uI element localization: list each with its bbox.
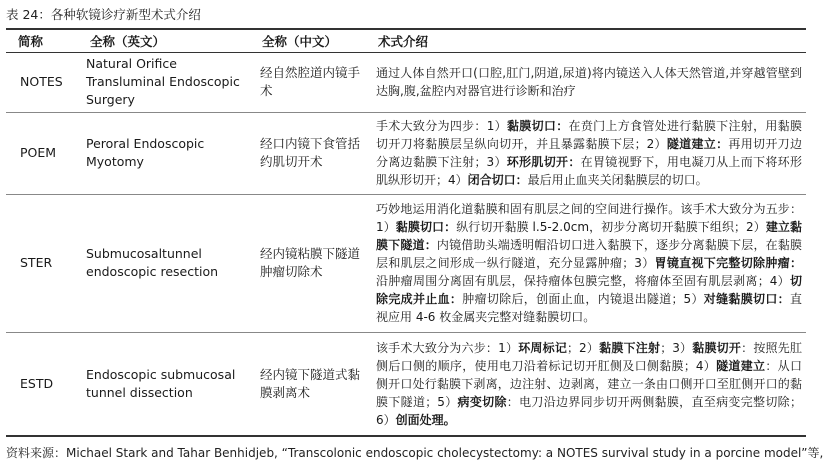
description-text: 该手术大致分为六步：1）	[376, 340, 519, 355]
step-title: 建立黏膜下隧道：	[376, 220, 802, 252]
table-caption: 表 24：各种软镜诊疗新型术式介绍	[6, 7, 201, 22]
step-title: 切除完成并止血：	[376, 274, 802, 306]
description-text: ：电刀沿边界同步切开两侧黏膜，直至病变完整切除；6）	[376, 394, 802, 427]
description-text: 再用切开刀边分离边黏膜下注射；3）	[376, 137, 802, 169]
chinese-name-cell: 经内镜下隧道式黏膜剥离术	[254, 332, 366, 436]
abbr-cell: NOTES	[6, 52, 78, 112]
chinese-name-cell: 经自然腔道内镜手术	[254, 52, 366, 112]
abbr-cell: STER	[6, 194, 78, 332]
abbr-cell: POEM	[6, 112, 78, 194]
english-name-cell: Submucosaltunnel endoscopic resection	[78, 194, 254, 332]
header-row	[6, 30, 806, 52]
english-name-cell: Peroral Endoscopic Myotomy	[78, 112, 254, 194]
table-row	[6, 52, 806, 112]
step-title: 胃镜直视下完整切除肿瘤：	[654, 256, 802, 270]
description-text: ；3）	[660, 340, 693, 355]
abbr-cell: ESTD	[6, 332, 78, 436]
description-cell	[366, 112, 806, 194]
step-title: 病变切除	[457, 394, 507, 409]
description-text: 通过人体自然开口(口腔,肛门,阴道,尿道)将内镜送入人体天然管道,并穿越管壁到达胸,腹,盆腔内对器官进行诊断和治疗	[376, 66, 802, 98]
header-cn: 全称（中文）	[254, 30, 366, 52]
description-text: 纵行切开黏膜 l.5-2.0cm，初步分离切开黏膜下组织；2）	[456, 220, 766, 234]
english-name-cell: Natural Orifice Transluminal Endoscopic Surgery	[78, 52, 254, 112]
description-text: 肿瘤切除后，创面止血，内镜退出隧道；5）	[462, 292, 704, 306]
chinese-name-cell: 经内镜粘膜下隧道肿瘤切除术	[254, 194, 366, 332]
step-title: 环形肌切开：	[506, 155, 581, 169]
description-text: 直视应用 4-6 枚金属夹完整对缝黏膜切口。	[376, 292, 802, 324]
source-note: 资料来源：Michael Stark and Tahar Benhidjeb, “Transcolonic endoscopic cholecystectomy: a NOTES survival study in a porcine model”等,	[6, 446, 824, 460]
step-title: 隧道建立	[716, 358, 766, 373]
description-text: 在贲门上方食管处进行黏膜下注射，用黏膜切开刀将黏膜层呈纵向切开，并且暴露黏膜下层；2）	[376, 119, 802, 151]
description-text: 手术大致分为四步：1）	[376, 119, 507, 133]
description-text: 最后用止血夹关闭黏膜层的切口。	[527, 173, 708, 187]
step-title: 黏膜下注射	[599, 340, 661, 355]
description-text: ：从口侧开口处行黏膜下剥离，边注射、边剥离，建立一条由口侧开口至肛侧开口的黏膜下隧道；5）	[376, 358, 802, 409]
header-abbr: 简称	[6, 30, 78, 52]
step-title: 创面处理。	[395, 412, 456, 427]
step-title: 隧道建立：	[666, 137, 729, 151]
description-text: ；2）	[567, 340, 600, 355]
step-title: 对缝黏膜切口：	[703, 292, 790, 306]
step-title: 黏膜切开	[692, 340, 742, 355]
step-title: 黏膜切口：	[395, 220, 457, 234]
table-row	[6, 194, 806, 332]
procedures-table	[6, 30, 806, 437]
chinese-name-cell: 经口内镜下食管括约肌切开术	[254, 112, 366, 194]
description-cell	[366, 332, 806, 436]
description-text: 巧妙地运用消化道黏膜和固有肌层之间的空间进行操作。该手术大致分为五步：1）	[376, 202, 802, 234]
step-title: 闭合切口：	[467, 173, 528, 187]
english-name-cell: Endoscopic submucosal tunnel dissection	[78, 332, 254, 436]
description-text: 沿肿瘤周围分离固有肌层，保持瘤体包膜完整，将瘤体至固有肌层剥离；4）	[376, 274, 790, 288]
description-text: 内镜借助头端透明帽沿切口进入黏膜下，逐步分离黏膜下层，在黏膜层和肌层之间形成一纵行隧道，充分显露肿瘤；3）	[376, 238, 802, 270]
step-title: 黏膜切口：	[506, 119, 569, 133]
header-desc: 术式介绍	[366, 30, 806, 52]
description-cell	[366, 194, 806, 332]
description-text: 在胃镜视野下，用电凝刀从上而下将环形肌纵形切开；4）	[376, 155, 802, 187]
step-title: 环周标记	[518, 340, 568, 355]
header-en: 全称（英文）	[78, 30, 254, 52]
description-text: ：按照先肛侧后口侧的顺序，使用电刀沿着标记切开肛侧及口侧黏膜；4）	[376, 340, 802, 373]
table-row	[6, 332, 806, 436]
description-cell	[366, 52, 806, 112]
table-row	[6, 112, 806, 194]
